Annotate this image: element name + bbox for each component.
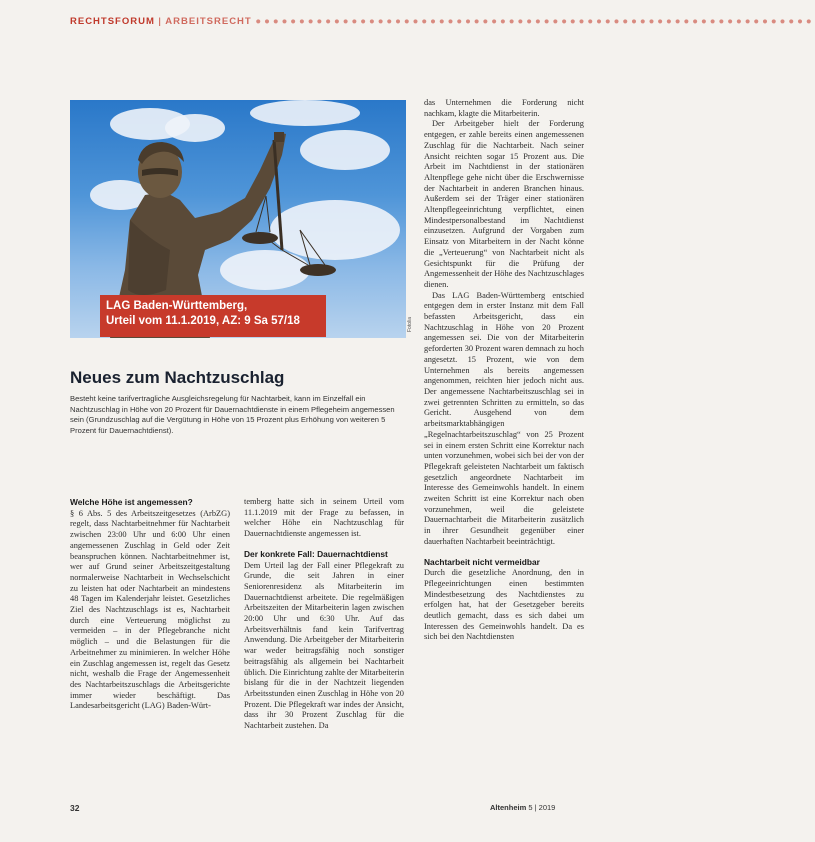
article-lead: Besteht keine tarifvertragliche Ausgleichsregelung für Nachtarbeit, kann im Einzelfall ein Nachtzuschlag in Höhe von 20 Prozent für Dauernachtdienste in einem Pflegeheim angemessen sein (Grundzuschlag auf die Vergütung in Höhe von 15 Prozent plus Erhöhung von weiteren 5 Prozent für Dauernachtdienst). — [70, 394, 395, 435]
page-number: 32 — [70, 803, 80, 813]
image-caption — [100, 295, 326, 337]
paragraph: § 6 Abs. 5 des Arbeitszeitgesetzes (ArbZG) regelt, dass Nachtarbeitnehmer für Nachtarbeit zwischen 23:00 Uhr und 6:00 Uhr einen angemessenen Zuschlag in Geld oder Zeit beanspruchen können. Nachtarbeitnehmer ist, wer auf Grund seiner Arbeitszeitgestaltung normalerweise Nachtarbeit in Wechselschicht zu leisten hat oder Nachtarbeit an mindestens 48 Tagen im Kalenderjahr leistet. Gesetzliches Ziel des Nachtzuschlags ist es, Nachtarbeit durch eine Verteuerung möglichst zu vermeiden – in der Pflegebranche nicht möglich – und die Belastungen für die Arbeitnehmer zu minimieren. In welcher Höhe ein Zuschlag angemessen ist, regelt das Gesetz nicht, weshalb die Frage der Angemessenheit des Nachtarbeitszuschlags die Arbeitsgerichte immer wieder beschäftigt. Das Landesarbeitsgericht (LAG) Baden-Würt- — [70, 508, 230, 711]
publication-name: Altenheim — [490, 803, 527, 812]
subsection-label: ARBEITSRECHT — [165, 16, 252, 27]
text-column-2 — [244, 497, 404, 732]
paragraph: Dem Urteil lag der Fall einer Pflegekraft zu Grunde, die seit Jahren in einer Seniorenresidenz als Mitarbeiterin im Dauernachtdienst arbeitete. Die regelmäßigen Arbeitszeiten der Mitarbeiterin lagen zwischen 20:00 Uhr und 6:30 Uhr. Auf das Arbeitsverhältnis fand kein Tarifvertrag Anwendung. Die Arbeitgeber der Mitarbeiterin war weder beitragsfähig noch sonstiger beitragsfähig als allgemein bei Nachtarbeit üblich. Die Einrichtung zahlte der Mitarbeiterin bislang für die in der Nachtzeit liegenden Arbeitsstunden einen Zuschlag in Höhe von 20 Prozent. Die Pflegekraft war indes der Ansicht, dass ihr 30 Prozent Zuschlag für die Nachtarbeit zustehen. Da — [244, 560, 405, 731]
text-column-1 — [70, 497, 230, 712]
photo-credit: Fotolia — [407, 316, 413, 332]
header-dot-rule: ●●●●●●●●●●●●●●●●●●●●●●●●●●●●●●●●●●●●●●●●●●●●●●●●●●●●●●●●●●●●●●●● — [255, 16, 815, 27]
article-photo — [70, 100, 406, 338]
section-label: RECHTSFORUM — [70, 16, 155, 27]
caption-line-1: LAG Baden-Württemberg, — [106, 300, 248, 312]
publication-info — [490, 803, 555, 812]
paragraph: Das LAG Baden-Württemberg entschied entgegen dem in erster Instanz mit dem Fall befassten Arbeitsgericht, dass ein Nachtzuschlag in Höhe von 20 Prozent angemessen sei. Die von der Mitarbeiterin geforderten 30 Prozent waren demnach zu hoch angesetzt. 15 Prozent, wie von dem Unternehmen als bereits angemessen angenommen, reichten hier jedoch nicht aus. Der angemessene Nachtarbeitszuschlag sei in zwei getrennten Schritten zu ermitteln, so das Gericht. Ausgehend von dem arbeitsmarktabhängigen „Regelnachtarbeitszuschlag“ von 25 Prozent sei in einem ersten Schritt eine Korrektur nach unten vorzunehmen, wobei sich bei der von der Pflegekraft geleisteten Nachtarbeit um faktisch gesetzlich angeordnete Nachtarbeit im Interesse des Gemeinwohls handelt. In einem zweiten Schritt ist eine Korrektur nach oben vorzunehmen, weil die geleistete Dauernachtarbeit die Mitarbeiterin zusätzlich in ihrer Gesundheit gegenüber einer dauerhaften Nachtarbeit beeinträchtigt. — [424, 290, 584, 546]
header-separator: | — [158, 16, 162, 27]
subheading-angemessen: Welche Höhe ist angemessen? — [70, 497, 193, 507]
subheading-konkreter-fall: Der konkrete Fall: Dauernachtdienst — [244, 548, 388, 559]
paragraph: das Unternehmen die Forderung nicht nachkam, klagte die Mitarbeiterin. — [424, 98, 584, 118]
section-header — [70, 16, 815, 30]
paragraph: Der Arbeitgeber hielt der Forderung entgegen, er zahle bereits einen angemessenen Zuschlag für die Nachtarbeit. Nach seiner Ansicht reichten sogar 15 Prozent aus. Die Arbeit im Nachtdienst in der stationären Altenpflege gehe nicht über die Erschwernisse der Nachtarbeit in anderen Branchen hinaus. Außerdem sei der Träger einer stationären Altenpflegeeinrichtung verpflichtet, einen Mindestpersonalbestand im Nachtdienst einzusetzen. Aufgrund der Vorgaben zum Einsatz von Mitarbeitern in der Nacht könne die „Verteuerung“ von Nachtarbeit nicht als Gesichtspunkt für die Prüfung der Angemessenheit der Höhe des Nachtzuschlages dienen. — [424, 119, 585, 289]
issue-number: 5 | 2019 — [528, 803, 556, 812]
article-title: Neues zum Nachtzuschlag — [70, 368, 285, 387]
text-column-3 — [424, 98, 584, 643]
paragraph: Durch die gesetzliche Anordnung, den in Pflegeeinrichtungen einen bestimmten Mindestbesetzung des Nachtdienstes zu erfolgen hat, hat der Gesetzgeber bereits deutlich gemacht, dass es sich dabei um Interessen des Gemeinwohls handelt. Da es sich bei den Nachtdiensten — [424, 568, 584, 642]
caption-line-2: Urteil vom 11.1.2019, AZ: 9 Sa 57/18 — [106, 315, 300, 327]
paragraph: temberg hatte sich in seinem Urteil vom 11.1.2019 mit der Frage zu befassen, in welcher Höhe ein Nachtzuschlag für Dauernachtdienste angemessen ist. — [244, 497, 404, 539]
subheading-nicht-vermeidbar: Nachtarbeit nicht vermeidbar — [424, 556, 540, 567]
